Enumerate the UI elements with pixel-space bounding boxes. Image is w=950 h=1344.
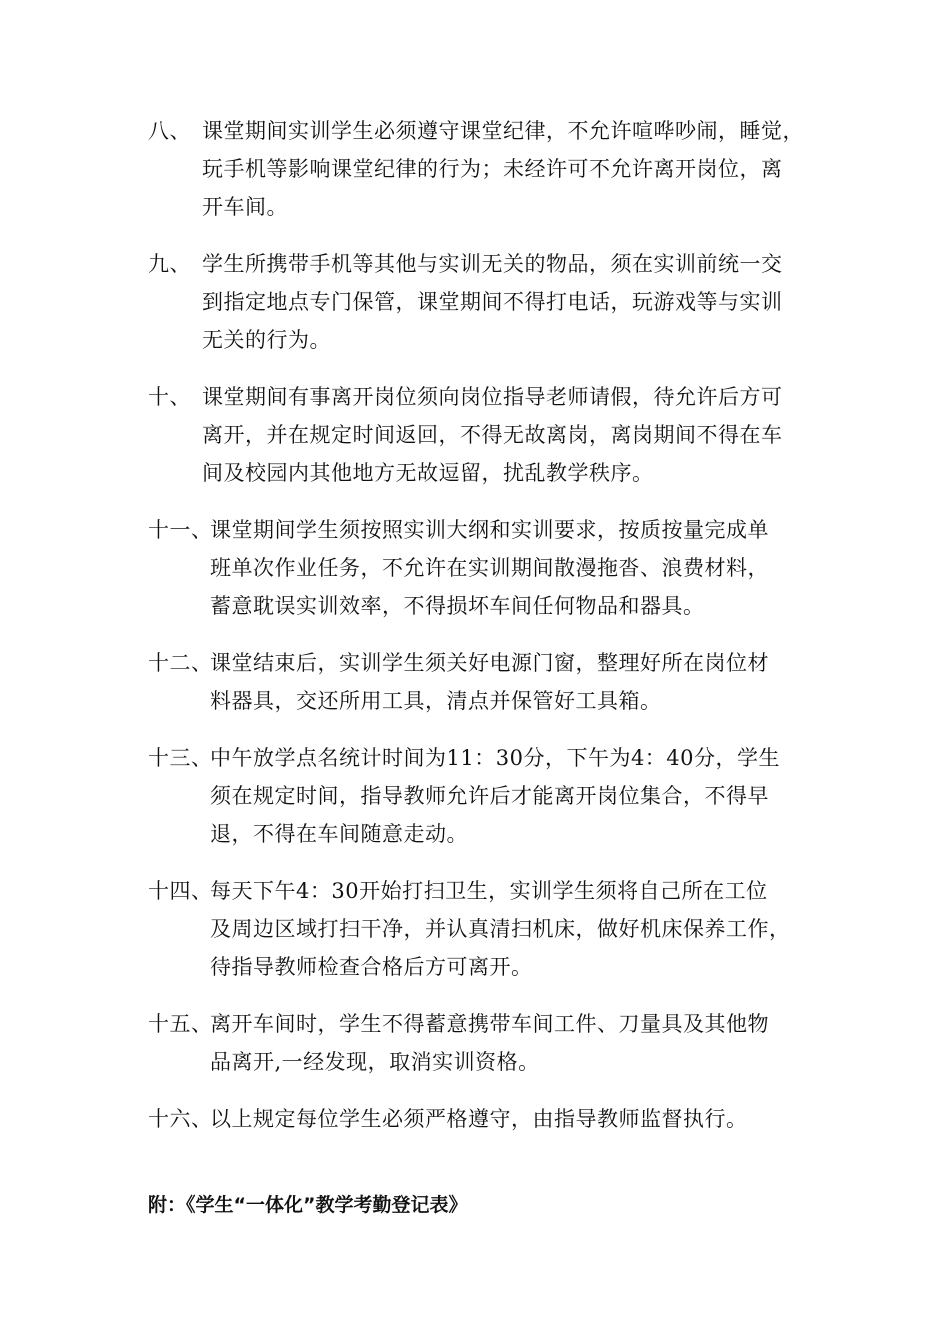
rule-number: 九、 [148,252,191,276]
rule-number: 八、 [148,119,191,143]
rule-line: 蓄意耽误实训效率，不得损坏车间任何物品和器具。 [210,594,705,618]
appendix-note: 附：《学生“一体化”教学考勤登记表》 [148,1194,468,1216]
rule-item-13 [148,739,838,853]
rule-item-11 [148,511,838,625]
rule-number: 十二、 [148,651,213,675]
rule-number: 十三、 [148,746,213,770]
rule-line: 以上规定每位学生必须严格遵守，由指导教师监督执行。 [210,1107,748,1131]
rule-text [210,1100,838,1138]
rule-line: 到指定地点专门保管，课堂期间不得打电话，玩游戏等与实训 [202,290,783,314]
rule-number: 十、 [148,385,191,409]
rule-item-10 [148,378,838,492]
rule-item-9 [148,245,838,359]
rule-number: 十四、 [148,879,213,903]
rule-line: 课堂结束后，实训学生须关好电源门窗，整理好所在岗位材 [210,651,769,675]
rule-line: 课堂期间学生须按照实训大纲和实训要求，按质按量完成单 [210,518,769,542]
rule-text [210,511,838,625]
rule-text [202,112,838,226]
rule-line: 间及校园内其他地方无故逗留，扰乱教学秩序。 [202,461,654,485]
rule-line: 班单次作业任务，不允许在实训期间散漫拖沓、浪费材料， [210,556,769,580]
rule-item-16 [148,1100,838,1138]
rule-line: 料器具，交还所用工具，清点并保管好工具箱。 [210,689,662,713]
rules-list [148,112,838,1157]
rule-item-15 [148,1005,838,1081]
rule-text [210,1005,838,1081]
rule-line: 离开车间时，学生不得蓄意携带车间工件、刀量具及其他物 [210,1012,769,1036]
rule-line: 品离开,一经发现，取消实训资格。 [210,1050,540,1074]
rule-line: 退，不得在车间随意走动。 [210,822,468,846]
rule-number: 十五、 [148,1012,213,1036]
rule-text [210,739,838,853]
rule-line: 课堂期间有事离开岗位须向岗位指导老师请假，待允许后方可 [202,385,783,409]
rule-text [202,245,838,359]
rule-line: 须在规定时间，指导教师允许后才能离开岗位集合，不得早 [210,784,769,808]
rule-line: 待指导教师检查合格后方可离开。 [210,955,533,979]
rule-line: 中午放学点名统计时间为11：30分，下午为4：40分，学生 [210,746,781,770]
rule-line: 及周边区域打扫干净，并认真清扫机床，做好机床保养工作， [210,917,791,941]
rule-line: 离开，并在规定时间返回，不得无故离岗，离岗期间不得在车 [202,423,783,447]
rule-text [202,378,838,492]
rule-number: 十六、 [148,1107,213,1131]
rule-line: 每天下午4：30开始打扫卫生，实训学生须将自己所在工位 [210,879,768,903]
rule-line: 学生所携带手机等其他与实训无关的物品，须在实训前统一交 [202,252,783,276]
rule-text [210,872,838,986]
rule-number: 十一、 [148,518,213,542]
rule-line: 无关的行为。 [202,328,331,352]
rule-line: 课堂期间实训学生必须遵守课堂纪律，不允许喧哗吵闹，睡觉， [202,119,804,143]
rule-text [210,644,838,720]
rule-item-8 [148,112,838,226]
rule-item-12 [148,644,838,720]
rule-line: 玩手机等影响课堂纪律的行为；未经许可不允许离开岗位，离 [202,157,783,181]
rule-item-14 [148,872,838,986]
rule-line: 开车间。 [202,195,288,219]
